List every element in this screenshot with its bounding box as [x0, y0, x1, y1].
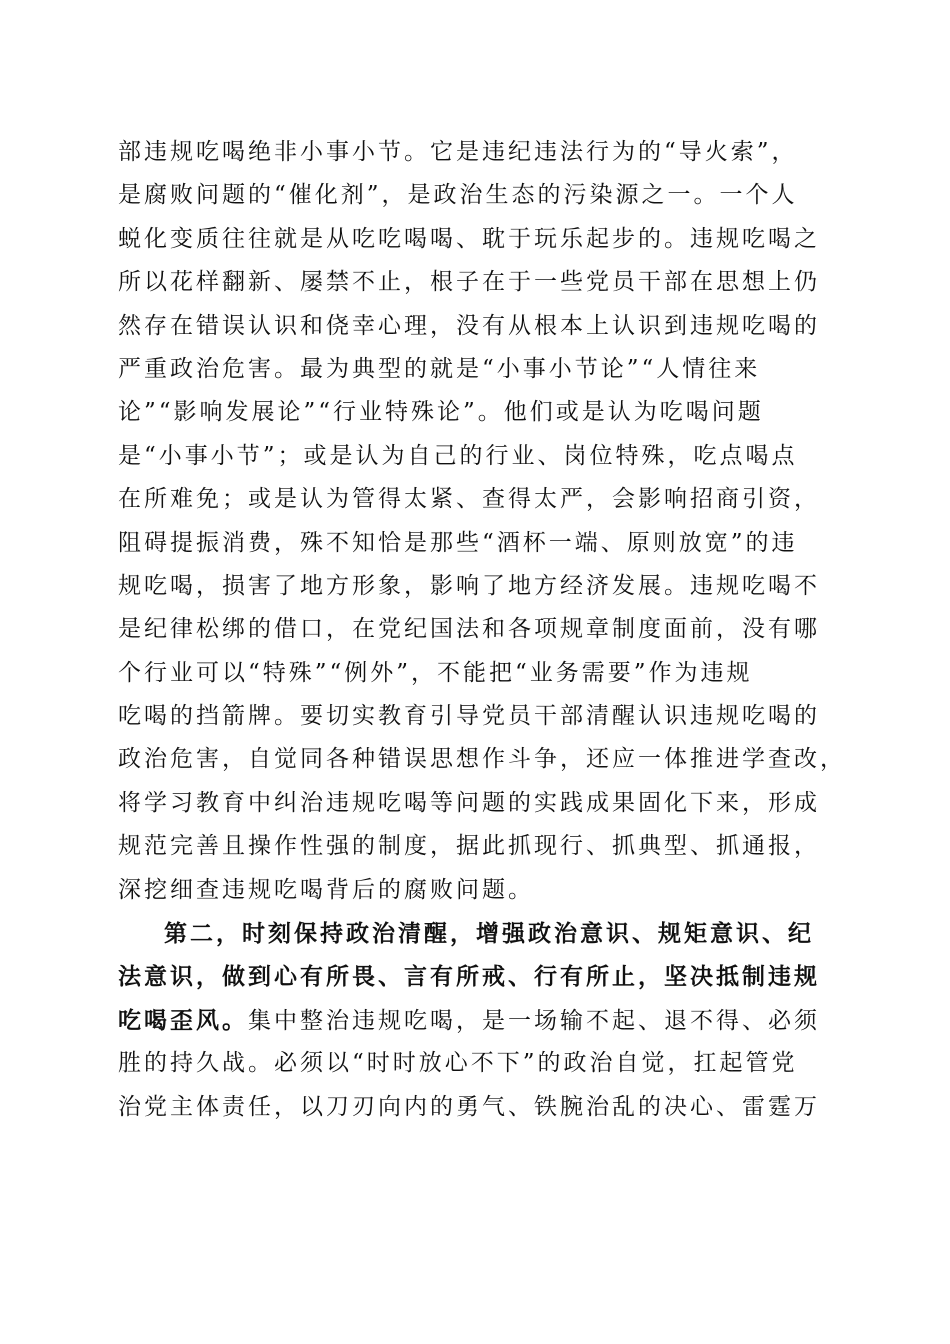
document-body: [118, 131, 846, 1129]
text-line: 政治危害，自觉同各种错误思想作斗争，还应一体推进学查改，: [118, 746, 846, 773]
text-line: 治党主体责任，以刀刃向内的勇气、铁腕治乱的决心、雷霆万: [118, 1093, 820, 1120]
text-line: 吃喝的挡箭牌。要切实教育引导党员干部清醒认识违规吃喝的: [118, 703, 820, 730]
text-line: 在所难免；或是认为管得太紧、查得太严，会影响招商引资，: [118, 486, 820, 513]
section-heading-end: 吃喝歪风。: [118, 1006, 248, 1034]
section-heading-line: 第二，时刻保持政治清醒，增强政治意识、规矩意识、纪: [164, 920, 814, 948]
paragraph-2: [118, 912, 838, 1129]
text-line: 个行业可以“特殊”“例外”，不能把“业务需要”作为违规: [118, 659, 753, 686]
text-line: 是“小事小节”；或是认为自己的行业、岗位特殊，吃点喝点: [118, 442, 798, 469]
text-line: 所以花样翻新、屡禁不止，根子在于一些党员干部在思想上仍: [118, 269, 820, 296]
text-line: 胜的持久战。必须以“时时放心不下”的政治自觉，扛起管党: [118, 1050, 798, 1077]
text-line: 规吃喝，损害了地方形象，影响了地方经济发展。违规吃喝不: [118, 572, 820, 599]
text-line: 论”“影响发展论”“行业特殊论”。他们或是认为吃喝问题: [118, 399, 764, 426]
text-line: [118, 999, 838, 1042]
paragraph-1: [118, 131, 846, 912]
text-line: 严重政治危害。最为典型的就是“小事小节论”“人情往来: [118, 355, 761, 382]
text-line: 将学习教育中纠治违规吃喝等问题的实践成果固化下来，形成: [118, 789, 820, 816]
text-line: 规范完善且操作性强的制度，据此抓现行、抓典型、抓通报，: [118, 833, 820, 860]
text-line: 部违规吃喝绝非小事小节。它是违纪违法行为的“导火索”，: [118, 139, 798, 165]
text-line: 是腐败问题的“催化剂”，是政治生态的污染源之一。一个人: [118, 182, 798, 209]
text-line: 是纪律松绑的借口，在党纪国法和各项规章制度面前，没有哪: [118, 616, 820, 643]
text-line: 阻碍提振消费，殊不知恰是那些“酒杯一端、原则放宽”的违: [118, 529, 798, 556]
text-line: 蜕化变质往往就是从吃吃喝喝、耽于玩乐起步的。违规吃喝之: [118, 225, 820, 252]
text-line: 深挖细查违规吃喝背后的腐败问题。: [118, 876, 534, 903]
section-heading-line: 法意识，做到心有所畏、言有所戒、行有所止，坚决抵制违规: [118, 963, 820, 991]
text-line: 然存在错误认识和侥幸心理，没有从根本上认识到违规吃喝的: [118, 312, 820, 339]
text-run: 集中整治违规吃喝，是一场输不起、退不得、必须: [248, 1007, 820, 1034]
